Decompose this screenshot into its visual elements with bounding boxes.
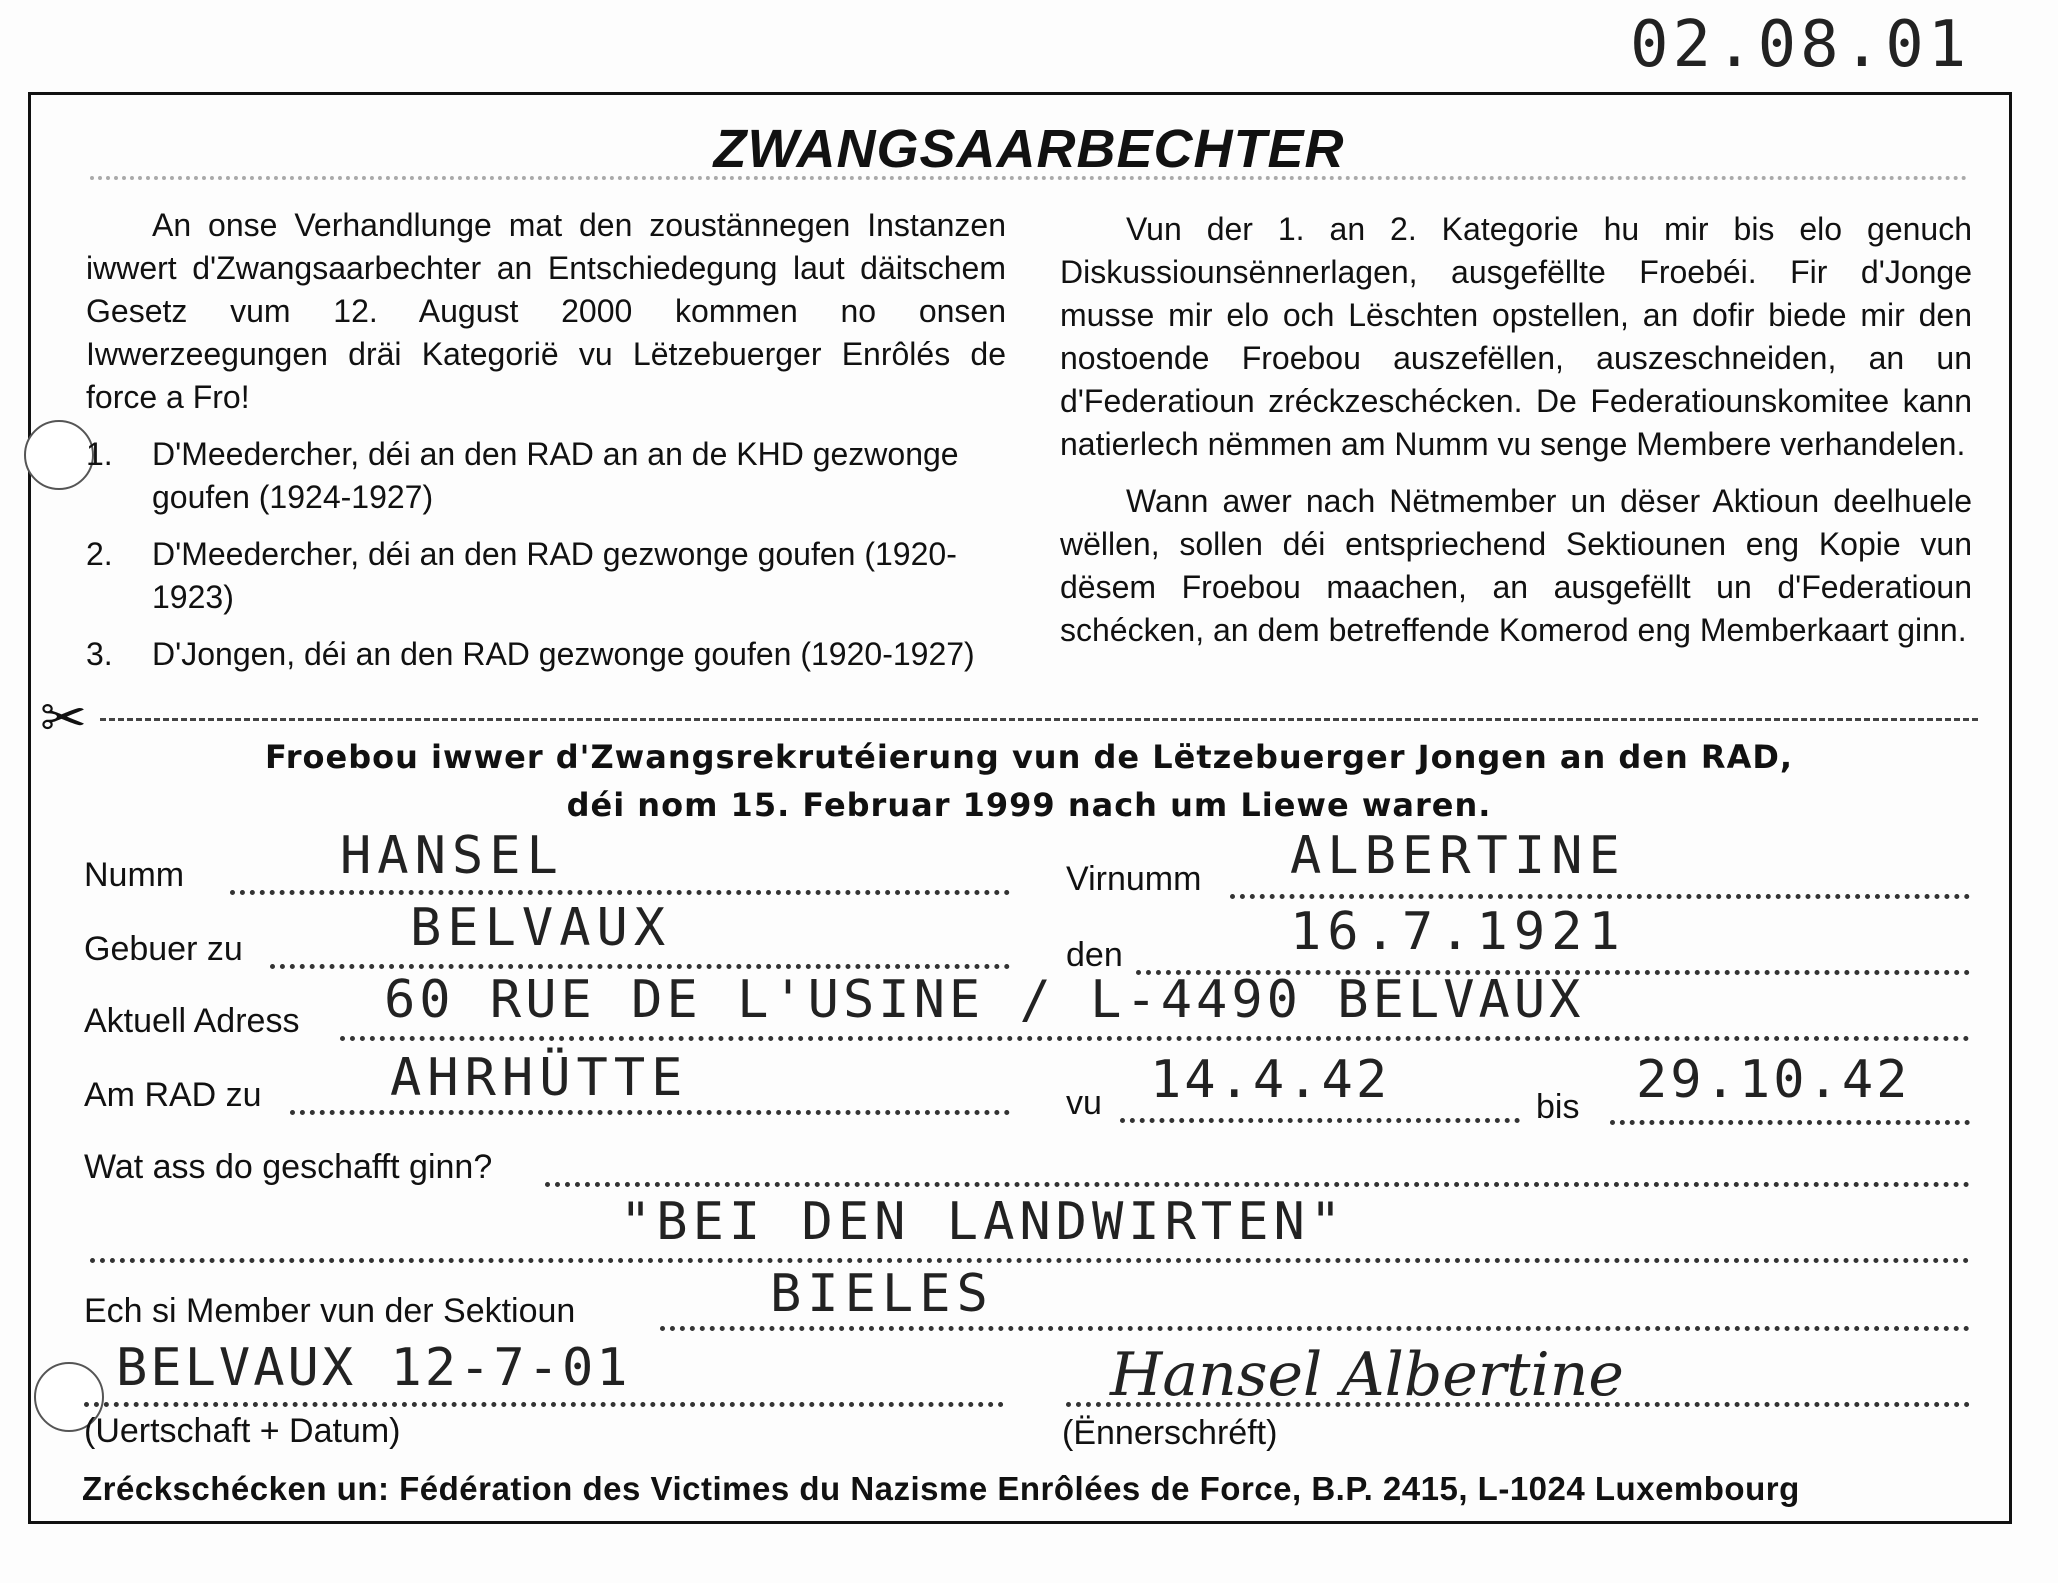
- label-bis: bis: [1536, 1088, 1580, 1126]
- value-adress: 60 RUE DE L'USINE / L-4490 BELVAUX: [384, 970, 1585, 1030]
- value-geschafft: "BEI DEN LANDWIRTEN": [620, 1192, 1347, 1252]
- right-paragraph-1: Vun der 1. an 2. Kategorie hu mir bis elo genuch Diskussiounsënnerlagen, ausgefëllte Froebéi. Fir d'Jonge musse mir elo och Lëschten opstellen, an dofir biede mir den nostoende Froebou auszefëllen, auszeschneiden, an un d'Federatioun zréckzeschécken. De Federatiounskomitee kann natierlech nëmmen am Numm vu senge Membere verhandelen.: [1060, 211, 1972, 462]
- field-line-uertschaft: [84, 1402, 1004, 1407]
- cut-line: [100, 718, 1978, 721]
- list-text: D'Meedercher, déi an den RAD gezwonge goufen (1920-1923): [152, 536, 957, 615]
- value-gebuer-zu: BELVAUX: [410, 898, 672, 958]
- page-title: ZWANGSAARBECHTER: [713, 119, 1345, 179]
- field-line-geschafft-1: [545, 1182, 1970, 1187]
- label-virnumm: Virnumm: [1066, 860, 1202, 898]
- field-line-gebuer-zu: [270, 964, 1010, 969]
- label-geschafft: Wat ass do geschafft ginn?: [84, 1148, 493, 1186]
- field-line-sektioun: [660, 1326, 1970, 1331]
- value-sektioun: BIELES: [770, 1264, 994, 1324]
- label-vu: vu: [1066, 1084, 1102, 1122]
- value-bis: 29.10.42: [1636, 1050, 1911, 1110]
- list-item: [86, 633, 1006, 676]
- field-line-virnumm: [1230, 894, 1970, 899]
- value-numm: HANSEL: [340, 826, 564, 886]
- value-virnumm: ALBERTINE: [1290, 826, 1626, 886]
- right-paragraph-2: Wann awer nach Nëtmember un dëser Aktioun deelhuele wëllen, sollen déi entspriechend Sektiounen eng Kopie vun dësem Froebou maachen, an ausgefëllt un d'Federatioun schécken, an dem betreffende Komerod eng Memberkaart ginn.: [1060, 483, 1972, 648]
- field-line-bis: [1610, 1120, 1970, 1125]
- form-heading-line-2: déi nom 15. Februar 1999 nach um Liewe waren.: [566, 786, 1492, 824]
- list-item: [86, 433, 1006, 519]
- field-line-numm: [230, 890, 1010, 895]
- scissors-icon: ✂: [40, 686, 87, 749]
- signature: Hansel Albertine: [1110, 1340, 1624, 1410]
- list-number: 1.: [86, 436, 113, 472]
- value-uertschaft: BELVAUX 12-7-01: [116, 1338, 631, 1398]
- value-am-rad-zu: AHRHÜTTE: [390, 1048, 689, 1108]
- intro-paragraph: An onse Verhandlunge mat den zoustännegen Instanzen iwwert d'Zwangsaarbechter an Entschiedegung laut däitschem Gesetz vum 12. August 2000 kommen no onsen Iwwerzeegungen dräi Kategorië vu Lëtzebuerger Enrôlés de force a Fro!: [86, 207, 1006, 415]
- field-line-ennerschreft: [1066, 1402, 1970, 1407]
- list-number: 3.: [86, 636, 113, 672]
- intro-right-column: [1060, 208, 1972, 666]
- intro-left-column: [86, 204, 1006, 676]
- list-number: 2.: [86, 536, 113, 572]
- list-item: [86, 533, 1006, 619]
- field-line-am-rad-zu: [290, 1110, 1010, 1115]
- label-gebuer-zu: Gebuer zu: [84, 930, 243, 968]
- list-text: D'Jongen, déi an den RAD gezwonge goufen (1920-1927): [152, 636, 975, 672]
- label-ennerschreft: (Ënnerschréft): [1062, 1414, 1278, 1452]
- field-line-vu: [1120, 1118, 1520, 1123]
- form-heading-line-1: Froebou iwwer d'Zwangsrekrutéierung vun de Lëtzebuerger Jongen an den RAD,: [264, 738, 1794, 776]
- label-sektioun: Ech si Member vun der Sektioun: [84, 1292, 576, 1330]
- value-den: 16.7.1921: [1290, 902, 1626, 962]
- return-address: Zréckschécken un: Fédération des Victimes du Nazisme Enrôlées de Force, B.P. 2415, L-1024 Luxembourg: [82, 1470, 1800, 1507]
- punch-hole-top: [24, 420, 94, 490]
- label-am-rad-zu: Am RAD zu: [84, 1076, 262, 1114]
- date-stamp: 02.08.01: [1630, 8, 1971, 82]
- value-vu: 14.4.42: [1150, 1050, 1391, 1110]
- label-den: den: [1066, 936, 1123, 974]
- title-divider: [90, 176, 1968, 180]
- label-numm: Numm: [84, 856, 185, 894]
- label-uertschaft: (Uertschaft + Datum): [84, 1412, 401, 1450]
- list-text: D'Meedercher, déi an den RAD an an de KHD gezwonge goufen (1924-1927): [152, 436, 959, 515]
- label-adress: Aktuell Adress: [84, 1002, 300, 1040]
- field-line-adress: [340, 1036, 1970, 1041]
- field-line-geschafft-2: [90, 1258, 1970, 1263]
